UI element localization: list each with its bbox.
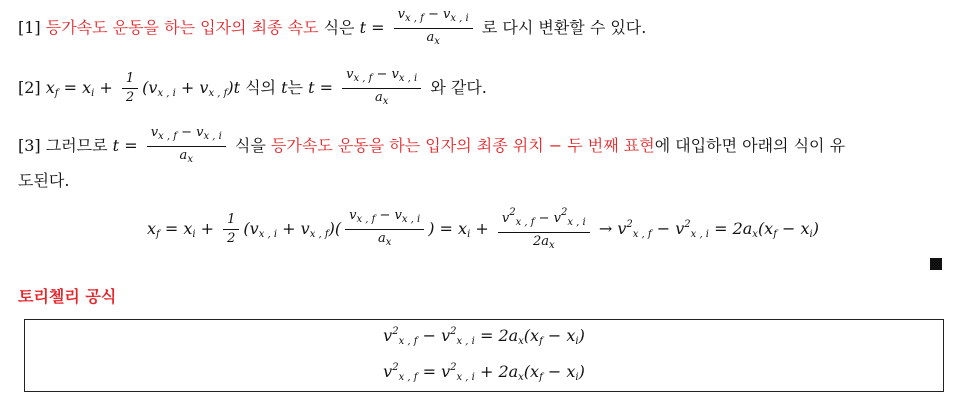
p2-fraction: $\frac{v_{x , f} - v_{x , i}}{a_x}$ <box>342 66 421 111</box>
paragraph-3-continued: 도된다. <box>18 171 70 190</box>
section-title: 토리첼리 공식 <box>18 287 117 306</box>
paragraph-2: [2] $x_f = x_i$ + $\frac{1}{2}$ $(v_{x , i} + v_{x , f})t$ 식의 t는 t = $\frac{v_{x , f} - v_{x , i}}{a_x}$ 와 같다. <box>18 66 948 111</box>
p2-mid: 식의 <box>240 78 282 97</box>
p2-number: [2] <box>18 78 46 97</box>
formula-box <box>24 319 944 392</box>
p3-highlight: 등가속도 운동을 하는 입자의 최종 위치 − 두 번째 표현 <box>270 136 655 155</box>
formula-line-2: $v^2_{x , f} = v^2_{x , i} + 2a_x(x_f - x_i)$ <box>383 362 585 383</box>
p3-fraction: $\frac{v_{x , f} - v_{x , i}}{a_x}$ <box>147 124 226 169</box>
p2-half: $\frac{1}{2}$ <box>122 70 138 107</box>
p1-eq: = <box>366 18 390 37</box>
p2-expression: $x_f = x_i$ + <box>45 78 118 99</box>
derived-equation: $x_f = x_i$ + $\frac{1}{2}$ $(v_{x , i} + v_{x , f})$( $\frac{v_{x , f} - v_{x , i}}{a_x}$ ) = $x_i$ + $\frac{v^2_{x , f} - v^2_{x , i}}{2a_x}$ → $v^2_{x , f} - v^2_{x , i} = 2a_x(x_f - x_i)$ <box>0 204 966 255</box>
p1-mid: 식은 <box>318 18 360 37</box>
arrow-symbol: → <box>593 219 618 238</box>
p1-tail: 로 다시 변환할 수 있다. <box>476 18 647 37</box>
p1-t: t <box>359 18 367 37</box>
formula-line-1: $v^2_{x , f} - v^2_{x , i} = 2a_x(x_f - x_i)$ <box>383 326 585 347</box>
paragraph-3: [3] 그러므로 t = $\frac{v_{x , f} - v_{x , i}}{a_x}$ 식을 등가속도 운동을 하는 입자의 최종 위치 − 두 번째 표현에 대입하면 아래의 식이 유 <box>18 124 948 169</box>
p1-fraction: $\frac{v_{x , f} - v_{x , i}}{a_x}$ <box>394 6 473 51</box>
p2-tail: 와 같다. <box>425 78 487 97</box>
p1-highlight: 등가속도 운동을 하는 입자의 최종 속도 <box>45 18 319 37</box>
paragraph-1 <box>18 6 948 51</box>
qed-square-icon <box>930 258 942 270</box>
p1-number: [1] <box>18 18 46 37</box>
